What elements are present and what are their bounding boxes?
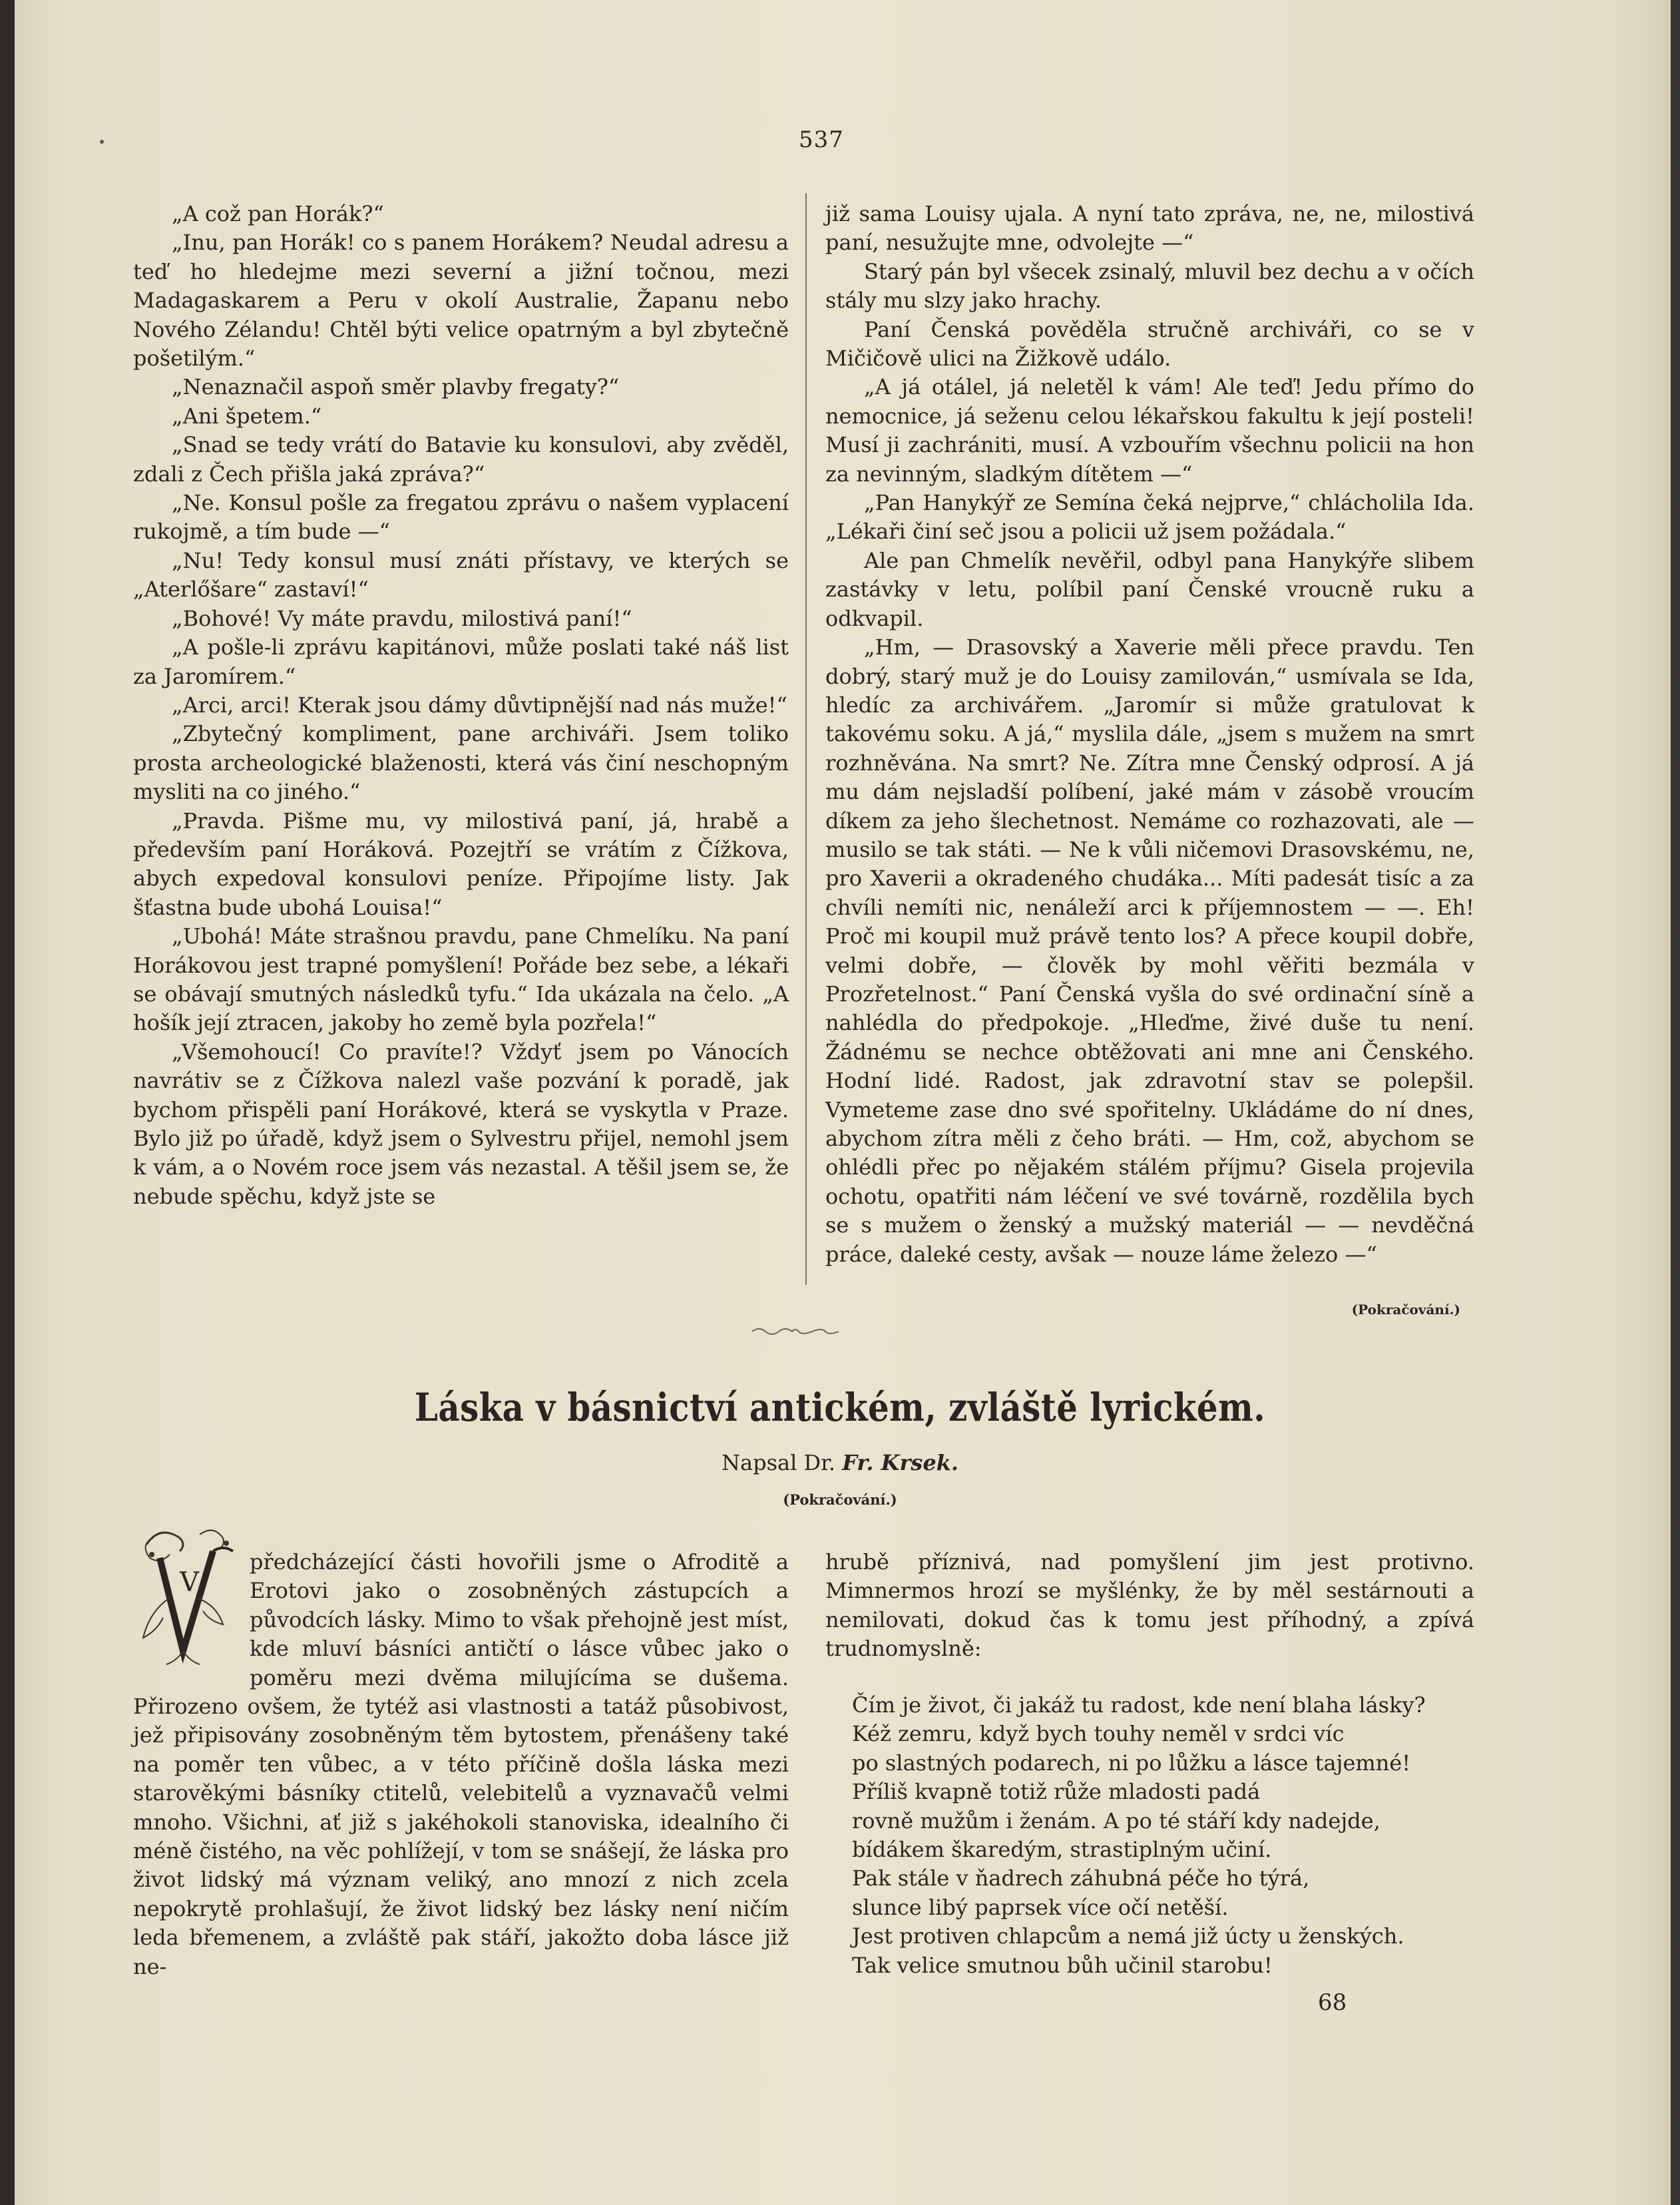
paragraph: „Snad se tedy vrátí do Batavie ku konsulovi, aby zvěděl, zdali z Čech přišla jaká zpráva?“ — [133, 432, 789, 487]
byline-prefix: Napsal Dr. — [722, 1450, 836, 1475]
paragraph: „Nu! Tedy konsul musí znáti přístavy, ve kterých se „Aterlőšare“ zastaví!“ — [133, 547, 789, 603]
article-byline — [0, 1450, 1680, 1475]
paragraph: „Ne. Konsul pošle za fregatou zprávu o našem vyplacení rukojmě, a tím bude —“ — [133, 490, 789, 545]
left-column — [133, 200, 789, 1211]
paragraph: „Pan Hanykýř ze Semína čeká nejprve,“ chlácholila Ida. „Lékaři činí seč jsou a policii už jsem požádala.“ — [825, 490, 1474, 545]
author-name: Fr. Krsek. — [842, 1450, 958, 1475]
paragraph: Paní Čenská pověděla stručně archiváři, co se v Mičičově ulici na Žižkově událo. — [825, 316, 1474, 371]
article-right-column — [825, 1548, 1474, 1664]
poem-line: Kéž zemru, když bych touhy neměl v srdci víc — [852, 1721, 1345, 1747]
article-right-text: hrubě příznivá, nad pomyšlení jim jest protivno. Mimnermos hrozí se myšlénky, že by měl sestárnouti a nemilovati, dokud čas k tomu jest příhodný, a zpívá trudnomyslně: — [825, 1549, 1474, 1662]
paragraph: „Pravda. Pišme mu, vy milostivá paní, já, hrabě a především paní Horáková. Pozejtří se vrátím z Čížkova, abych expedoval konsulovi peníze. Připojíme listy. Jak šťastna bude ubohá Louisa!“ — [133, 808, 789, 920]
right-column — [825, 200, 1474, 1269]
poem — [852, 1691, 1426, 1980]
paragraph: „Zbytečný kompliment, pane archiváři. Jsem toliko prosta archeologické blaženosti, která vás činí neschopným mysliti na co jiného.“ — [133, 721, 789, 805]
paragraph: „A pošle-li zprávu kapitánovi, může poslati také náš list za Jaromírem.“ — [133, 634, 789, 689]
article-left-text: předcházející části hovořili jsme o Afroditě a Erotovi jako o zosobněných zástupcích a původcích lásky. Mimo to však přehojně jest míst, kde mluví básníci antičtí o lásce vůbec jako o poměru mezi dvěma milujícíma se dušema. Přirozeno ovšem, že tytéž asi vlastnosti a tatáž působivost, jež připisovány zosobněným těm bytostem, přenášeny také na poměr ten vůbec, a v této příčině došla láska mezi starověkými básníky ctitelů, velebitelů a vyznavačů velmi mnoho. Všichni, ať již s jakéhokoli stanoviska, idealního či méně čistého, na věc pohlížejí, v tom se snášejí, že láska pro život lidský má význam veliký, ano mnozí z nich zcela nepokrytě prohlašují, že život lidský bez lásky není ničím leda břemenem, a zvláště pak stáří, jakožto doba lásce již ne- — [133, 1549, 789, 1979]
poem-line: bídákem škaredým, strastiplným učiní. — [852, 1837, 1272, 1863]
poem-line: Čím je život, či jakáž tu radost, kde není blaha lásky? — [852, 1692, 1426, 1718]
poem-line: Pak stále v ňadrech záhubná péče ho týrá, — [852, 1865, 1310, 1891]
poem-line: po slastných podarech, ni po lůžku a lásce tajemné! — [852, 1750, 1411, 1776]
paragraph: Ale pan Chmelík nevěřil, odbyl pana Hanykýře slibem zastávky v letu, políbil paní Čenské vroucně ruku a odkvapil. — [825, 547, 1474, 631]
ornament-divider-icon — [749, 1325, 842, 1338]
signature-number: 68 — [1318, 1989, 1347, 2016]
continued-note: (Pokračování.) — [1351, 1302, 1460, 1318]
scan-edge-right — [1671, 0, 1680, 2205]
poem-line: slunce libý paprsek více očí netěší. — [852, 1894, 1229, 1920]
article-continued-note: (Pokračování.) — [783, 1491, 897, 1508]
drop-cap-letter: V — [180, 1567, 199, 1598]
article-title: Láska v básnictví antickém, zvláště lyrickém. — [414, 1385, 1266, 1430]
paragraph: „Ubohá! Máte strašnou pravdu, pane Chmelíku. Na paní Horákovou jest trapné pomyšlení! Pořáde bez sebe, a lékaři se obávají smutných následků tyfu.“ Ida ukázala na čelo. „A hošík její ztracen, jakoby ho země byla pozřela!“ — [133, 923, 789, 1036]
poem-line: Tak velice smutnou bůh učinil starobu! — [852, 1952, 1273, 1978]
paragraph: Starý pán byl všecek zsinalý, mluvil bez dechu a v očích stály mu slzy jako hrachy. — [825, 258, 1474, 314]
poem-line: rovně mužům i ženám. A po té stáří kdy nadejde, — [852, 1808, 1380, 1834]
paragraph: „Nenaznačil aspoň směr plavby fregaty?“ — [172, 374, 620, 400]
poem-line: Jest protiven chlapcům a nemá již úcty u ženských. — [852, 1923, 1404, 1949]
ink-speck — [100, 140, 104, 144]
paragraph: „Ani špetem.“ — [172, 403, 322, 429]
paragraph: „A já otálel, já neletěl k vám! Ale teď! Jedu přímo do nemocnice, já seženu celou lékařskou fakultu k její posteli! Musí ji zachrániti, musí. A vzbouřím všechnu policii na hon za nevinným, sladkým dítětem —“ — [825, 374, 1474, 487]
poem-line: Příliš kvapně totiž růže mladosti padá — [852, 1779, 1261, 1805]
scan-edge-left — [0, 0, 15, 2205]
article-left-column — [133, 1548, 789, 1981]
paragraph: již sama Louisy ujala. A nyní tato zpráva, ne, ne, milostivá paní, nesužujte mne, odvolejte —“ — [825, 201, 1474, 256]
paragraph: „Inu, pan Horák! co s panem Horákem? Neudal adresu a teď ho hledejme mezi severní a jižní točnou, mezi Madagaskarem a Peru v okolí Australie, Žapanu nebo Nového Zélandu! Chtěl býti velice opatrným a byl zbytečně pošetilým.“ — [133, 230, 789, 371]
drop-cap-space — [133, 1548, 250, 1678]
page-number: 537 — [799, 126, 844, 153]
paragraph: „Bohové! Vy máte pravdu, milostivá paní!“ — [172, 605, 632, 631]
column-rule — [805, 193, 807, 1285]
paragraph: „Hm, — Drasovský a Xaverie měli přece pravdu. Ten dobrý, starý muž je do Louisy zamilován,“ usmívala se Ida, hledíc za archivářem. „Jaromír si může gratulovat k takovému soku. A já,“ myslila dále, „jsem s mužem na smrt rozhněvána. Na smrt? Ne. Zítra mne Čenský odprosí. A já mu dám nejsladší políbení, jaké mám v zásobě vroucím díkem za jeho šlechetnost. Nemáme co rozhazovati, ale — musilo se tak státi. — Ne k vůli ničemovi Drasovskému, ne, pro Xaverii a okradeného chudáka... Míti padesát tisíc a za chvíli nemíti nic, nenáleží arci k příjemnostem — —. Eh! Proč mi koupil muž právě tento los? A přece koupil dobře, velmi dobře, — člověk by mohl věřiti bezmála v Prozřetelnost.“ Paní Čenská vyšla do své ordinační síně a nahlédla do předpokoje. „Hleďme, živé duše tu není. Žádnému se nechce obtěžovati ani mne ani Čenského. Hodní lidé. Radost, jak zdravotní stav se polepšil. Vymeteme zase dno své spořitelny. Ukládáme do ní dnes, abychom zítra měli z čeho bráti. — Hm, což, abychom se ohlédli přec po nějakém stálém příjmu? Gisela projevila ochotu, opatřiti nám léčení ve své továrně, rozdělila bych se s mužem o ženský a mužský materiál — — nevděčná práce, daleké cesty, avšak — nouze láme železo —“ — [825, 634, 1474, 1267]
paragraph: „Všemohoucí! Co pravíte!? Vždyť jsem po Vánocích navrátiv se z Čížkova nalezl vaše pozvání k poradě, jak bychom přispěli paní Horákové, která se vyskytla v Praze. Bylo již po úřadě, když jsem o Sylvestru přijel, nemohl jsem k vám, a o Novém roce jsem vás nezastal. A těšil jsem se, že nebude spěchu, když jste se — [133, 1039, 789, 1209]
paragraph: „Arci, arci! Kterak jsou dámy důvtipnější nad nás muže!“ — [172, 692, 787, 718]
paragraph: „A což pan Horák?“ — [172, 201, 384, 226]
